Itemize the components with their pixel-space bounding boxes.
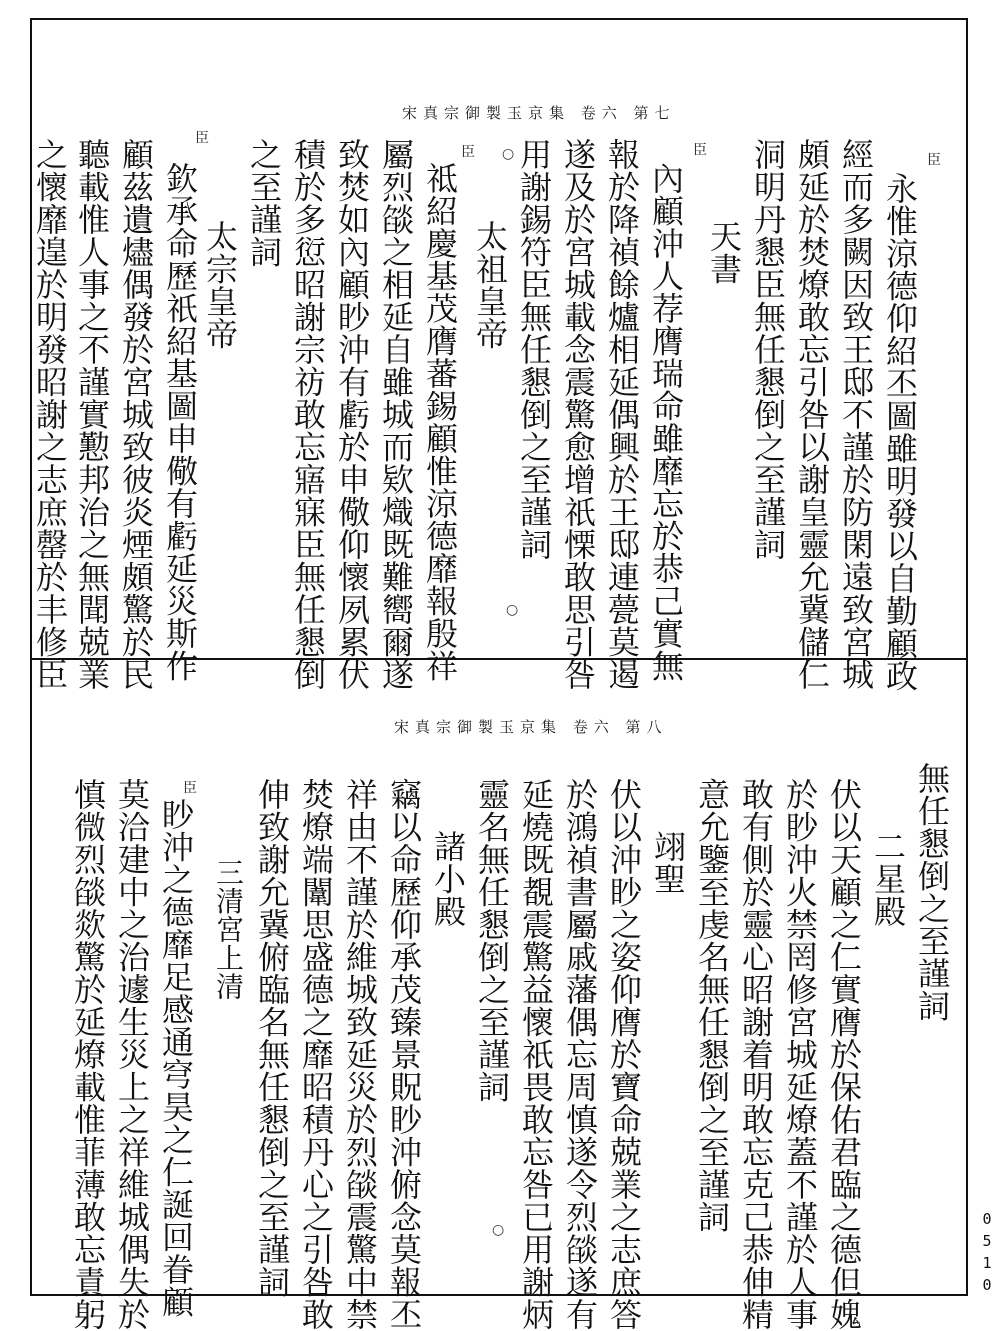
bottom-column-10: 延燒既覩震驚益懷祇畏敢忘咎已用謝炳	[517, 778, 555, 1331]
bottom-column-17: 三清宮上清	[212, 858, 245, 1001]
top-column-1: 臣	[925, 152, 941, 167]
top-column-17: 積於多愆昭謝宗祊敢忘寤寐臣無任懇倒	[289, 138, 327, 691]
top-column-13: 臣	[459, 144, 475, 159]
top-column-2: 永惟涼德仰紹丕圖雖明發以自勤顧政	[881, 172, 919, 692]
top-column-22: 顧茲遺燼偶發於宮城致彼炎煙頗驚於民	[117, 138, 155, 691]
top-column-16: 致焚如內顧眇沖有虧於申儆仰懷夙累伏	[333, 138, 371, 691]
top-running-header: 宋真宗御製玉京集 卷六 第七	[402, 104, 676, 122]
bottom-column-2: 二星殿	[869, 830, 907, 928]
top-column-15: 屬烈燄之相延自雖城而欵熾既難嚮爾遂	[377, 138, 415, 691]
circle-mark-icon: ○	[506, 602, 519, 618]
bottom-column-14: 祥由不謹於維城致延災於烈燄震驚中禁	[341, 778, 379, 1331]
top-column-3: 經而多闕因致王邸不謹於防閑遠致宮城	[837, 138, 875, 691]
circle-mark-icon: ○	[492, 1222, 505, 1238]
bottom-column-16: 伸致謝允冀俯臨名無任懇倒之至謹詞	[253, 778, 291, 1298]
top-column-19: 太宗皇帝	[201, 220, 239, 350]
bottom-column-12: 諸小殿	[429, 830, 467, 928]
top-column-10: 遂及於宮城載念震驚愈增祇慄敢思引咎	[559, 138, 597, 691]
page-frame	[30, 18, 968, 1331]
top-column-20: 臣	[193, 130, 209, 145]
bottom-column-5: 敢有側於靈心昭謝着明敢忘克己恭伸精	[737, 778, 775, 1331]
top-column-24: 之懷靡遑於明發昭謝之志庶罄於丰修臣	[31, 138, 69, 691]
bottom-column-1: 無任懇倒之至謹詞	[913, 762, 951, 1022]
top-column-4: 頗延於焚燎敢忘引咎以謝皇靈允冀儲仁	[793, 138, 831, 691]
top-column-7: 臣	[691, 142, 707, 157]
bottom-column-3: 伏以天顧之仁實膺於保佑君臨之德但媿	[825, 778, 863, 1331]
bottom-column-19: 眇沖之德靡足感通穹昊之仁誕回眷顧	[157, 798, 195, 1318]
top-column-23: 聽載惟人事之不謹實懃邦治之無聞兢業	[73, 138, 111, 691]
bottom-column-21: 慎微烈燄欻驚於延燎載惟菲薄敢忘責躬	[69, 778, 107, 1331]
bottom-column-6: 意允鑒至虔名無任懇倒之至謹詞	[693, 778, 731, 1233]
top-column-21: 欽承命歷祇紹基圖申儆有虧延災斯作	[161, 162, 199, 682]
bottom-column-4: 於眇沖火禁罔修宮城延燎蓋不謹於人事	[781, 778, 819, 1331]
bottom-column-8: 伏以沖眇之姿仰膺於寶命兢業之志庶答	[605, 778, 643, 1331]
bottom-column-7: 翊聖	[649, 830, 687, 895]
top-column-14: 祗紹慶基茂膺蕃錫顧惟涼德靡報殷祥	[421, 162, 459, 682]
bottom-column-11: 靈名無任懇倒之至謹詞	[473, 778, 511, 1103]
bottom-column-18: 臣	[181, 780, 197, 795]
bottom-column-9: 於鴻禎書屬戚藩偶忘周慎遂令烈燄遂有	[561, 778, 599, 1331]
bottom-column-15: 焚燎端闈思盛德之靡昭積丹心之引咎敢	[297, 778, 335, 1331]
circle-mark-icon: ○	[502, 146, 515, 162]
half-divider	[32, 658, 966, 660]
page-number: 0510	[978, 1210, 996, 1298]
top-column-9: 報於降禎餘爐相延偶興於王邸連甍莫遏	[603, 138, 641, 691]
top-column-18: 之至謹詞	[245, 138, 283, 268]
bottom-column-20: 莫洽建中之治遽生災上之祥維城偶失於	[113, 778, 151, 1331]
top-column-11: 用謝錫符臣無任懇倒之至謹詞	[515, 138, 553, 561]
bottom-running-header: 宋真宗御製玉京集 卷六 第八	[394, 718, 668, 736]
top-column-6: 天書	[705, 220, 743, 285]
bottom-column-13: 竊以命歷仰承茂臻景貺眇沖俯念莫報丕	[385, 778, 423, 1331]
top-column-8: 內顧沖人荐膺瑞命雖靡忘於恭己實無	[647, 162, 685, 682]
top-column-5: 洞明丹懇臣無任懇倒之至謹詞	[749, 138, 787, 561]
top-column-12: 太祖皇帝	[471, 220, 509, 350]
